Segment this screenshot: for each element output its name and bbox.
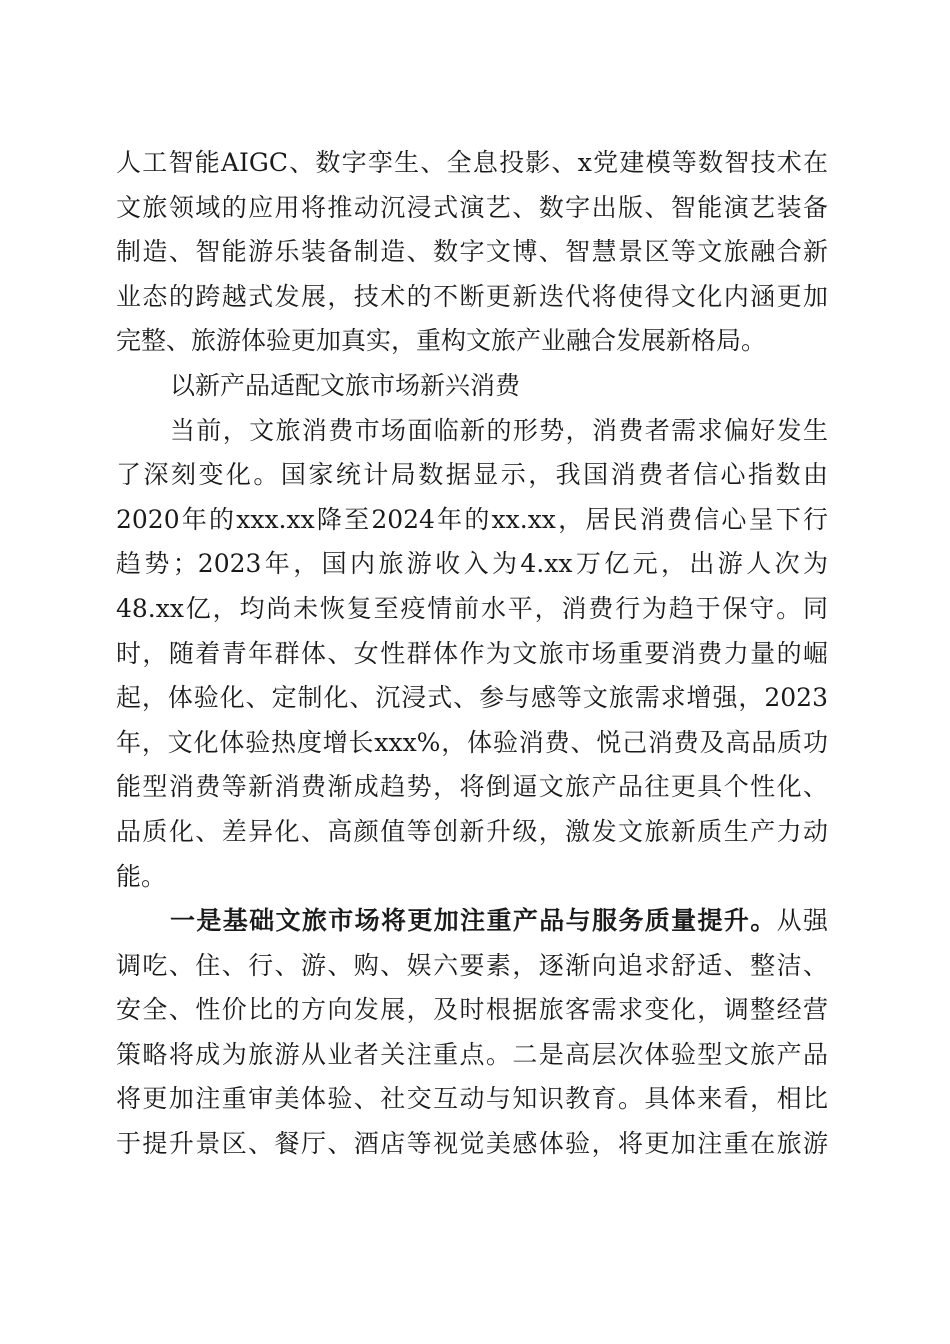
bold-lead-sentence: 一是基础文旅市场将更加注重产品与服务质量提升。	[170, 906, 777, 936]
text-line: 调吃、住、行、游、购、娱六要素，逐渐向追求舒适、整洁、	[116, 950, 828, 980]
text-line: 完整、旅游体验更加真实，重构文旅产业融合发展新格局。	[116, 326, 767, 356]
paragraph-first-line-bold	[116, 899, 828, 944]
text-line: 年，文化体验热度增长xxx%，体验消费、悦己消费及高品质功	[116, 727, 828, 757]
text-line: 48.xx亿，均尚未恢复至疫情前水平，消费行为趋于保守。同	[116, 593, 828, 623]
document-page	[116, 141, 828, 1167]
text-line: 文旅领域的应用将推动沉浸式演艺、数字出版、智能演艺装备	[116, 192, 828, 222]
text-line: 时，随着青年群体、女性群体作为文旅市场重要消费力量的崛	[116, 638, 828, 668]
text-line: 趋势；2023年，国内旅游收入为4.xx万亿元，出游人次为	[116, 549, 828, 579]
text-line: 能。	[116, 861, 167, 891]
text-line: 从强	[776, 906, 828, 936]
paragraph-first-line: 以新产品适配文旅市场新兴消费	[170, 370, 521, 400]
text-line: 安全、性价比的方向发展，及时根据旅客需求变化，调整经营	[116, 995, 828, 1025]
paragraph-first-line: 当前，文旅消费市场面临新的形势，消费者需求偏好发生	[170, 415, 828, 445]
text-line: 策略将成为旅游从业者关注重点。二是高层次体验型文旅产品	[116, 1039, 828, 1069]
text-line: 制造、智能游乐装备制造、数字文博、智慧景区等文旅融合新	[116, 237, 828, 267]
text-line: 品质化、差异化、高颜值等创新升级，激发文旅新质生产力动	[116, 816, 828, 846]
text-line: 人工智能AIGC、数字孪生、全息投影、x党建模等数智技术在	[116, 148, 828, 177]
text-line: 2020年的xxx.xx降至2024年的xx.xx，居民消费信心呈下行	[116, 504, 828, 534]
text-line: 能型消费等新消费渐成趋势，将倒逼文旅产品往更具个性化、	[116, 772, 828, 802]
document-body	[116, 141, 828, 899]
text-line: 起，体验化、定制化、沉浸式、参与感等文旅需求增强，2023	[116, 683, 828, 713]
text-line: 业态的跨越式发展，技术的不断更新迭代将使得文化内涵更加	[116, 281, 828, 311]
text-line: 了深刻变化。国家统计局数据显示，我国消费者信心指数由	[116, 460, 828, 490]
text-line: 将更加注重审美体验、社交互动与知识教育。具体来看，相比	[116, 1084, 828, 1114]
text-line: 于提升景区、餐厅、酒店等视觉美感体验，将更加注重在旅游	[116, 1129, 828, 1159]
